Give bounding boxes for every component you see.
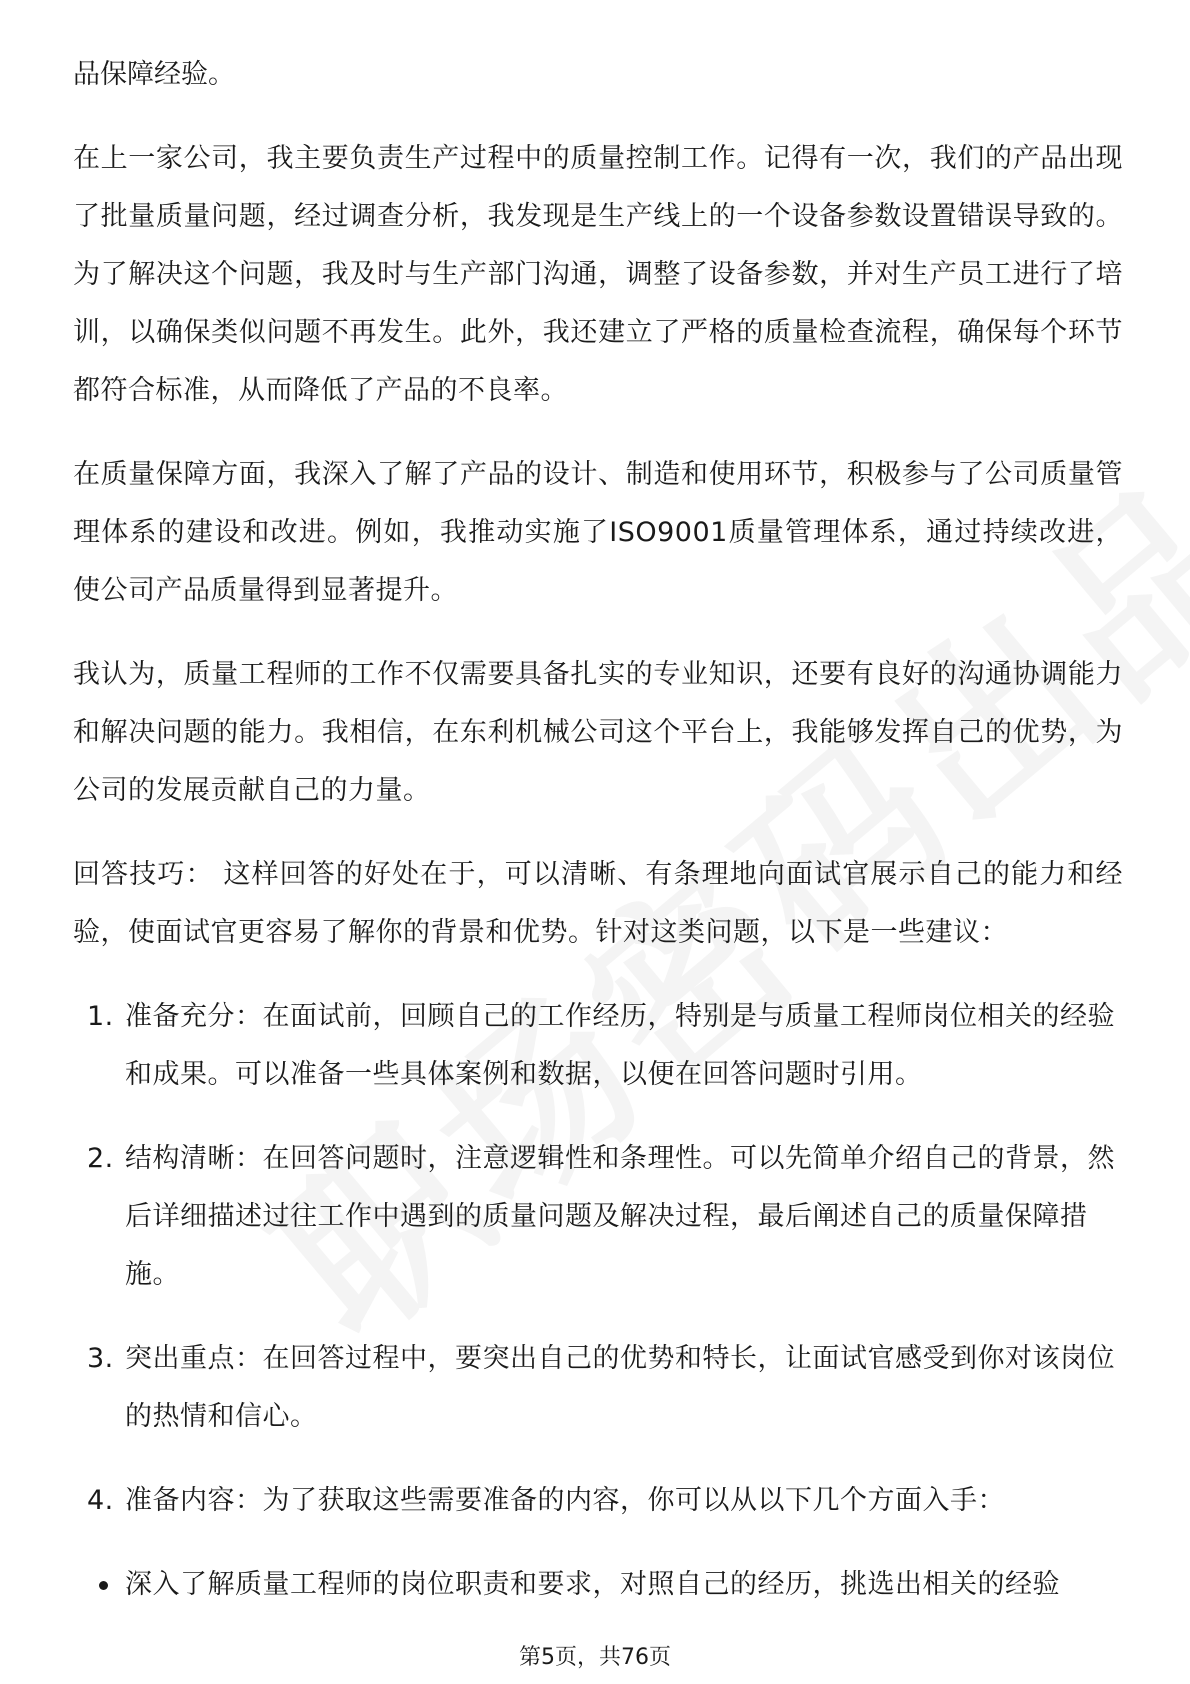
bullet-item-text: 深入了解质量工程师的岗位职责和要求，对照自己的经历，挑选出相关的经验: [125, 1569, 1060, 1600]
list-item-text: 准备充分：在面试前，回顾自己的工作经历，特别是与质量工程师岗位相关的经验和成果。可以准备一些具体案例和数据，以便在回答问题时引用。: [125, 1001, 1115, 1090]
bullet-list: [73, 1556, 1123, 1614]
paragraph-belief: 我认为，质量工程师的工作不仅需要具备扎实的专业知识，还要有良好的沟通协调能力和解决问题的能力。我相信，在东利机械公司这个平台上，我能够发挥自己的优势，为公司的发展贡献自己的力量。: [73, 659, 1123, 806]
list-item-text: 准备内容：为了获取这些需要准备的内容，你可以从以下几个方面入手：: [125, 1485, 1005, 1516]
list-item: [73, 988, 1123, 1104]
paragraph-quality-assurance: 在质量保障方面，我深入了解了产品的设计、制造和使用环节，积极参与了公司质量管理体系的建设和改进。例如，我推动实施了ISO9001质量管理体系，通过持续改进，使公司产品质量得到显著提升。: [73, 459, 1123, 606]
paragraph-experience: 在上一家公司，我主要负责生产过程中的质量控制工作。记得有一次，我们的产品出现了批量质量问题，经过调查分析，我发现是生产线上的一个设备参数设置错误导致的。为了解决这个问题，我及时与生产部门沟通，调整了设备参数，并对生产员工进行了培训，以确保类似问题不再发生。此外，我还建立了严格的质量检查流程，确保每个环节都符合标准，从而降低了产品的不良率。: [73, 143, 1123, 406]
tips-list: [73, 988, 1123, 1530]
list-item-text: 突出重点：在回答过程中，要突出自己的优势和特长，让面试官感受到你对该岗位的热情和信心。: [125, 1343, 1115, 1432]
bullet-dot-icon: [99, 1581, 108, 1590]
list-item: [73, 1472, 1123, 1530]
bullet-item: [73, 1556, 1123, 1614]
paragraph-continuation: 品保障经验。: [73, 59, 235, 90]
document-body: [73, 46, 1123, 1614]
page-number: 第5页，共76页: [519, 1645, 671, 1670]
list-number: 3.: [87, 1343, 114, 1374]
list-number: 1.: [87, 1001, 114, 1032]
list-number: 2.: [87, 1143, 114, 1174]
list-item: [73, 1130, 1123, 1304]
paragraph-tips: 回答技巧： 这样回答的好处在于，可以清晰、有条理地向面试官展示自己的能力和经验，使面试官更容易了解你的背景和优势。针对这类问题，以下是一些建议：: [73, 859, 1123, 948]
list-item: [73, 1330, 1123, 1446]
list-number: 4.: [87, 1485, 114, 1516]
list-item-text: 结构清晰：在回答问题时，注意逻辑性和条理性。可以先简单介绍自己的背景，然后详细描述过往工作中遇到的质量问题及解决过程，最后阐述自己的质量保障措施。: [125, 1143, 1115, 1290]
